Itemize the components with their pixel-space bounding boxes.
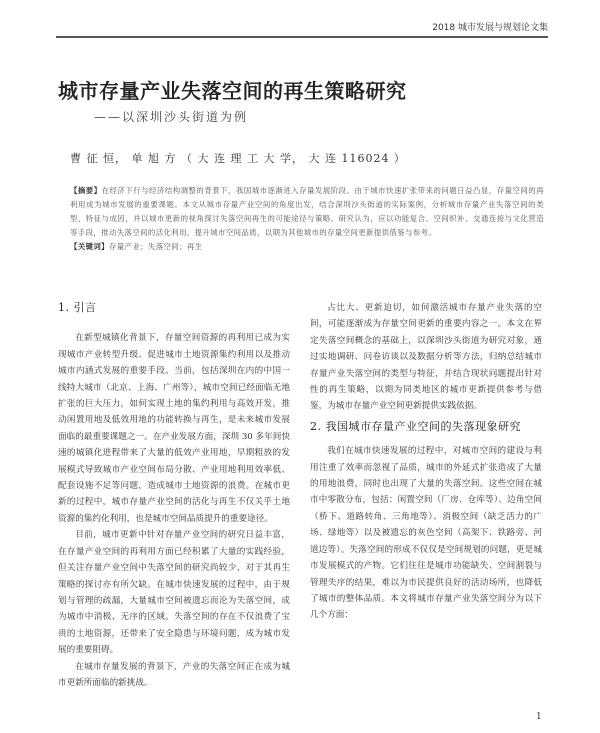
keywords-paragraph [70,240,544,254]
intro-continuation-paragraph: 占比大、更新迫切，如何激活城市存量产业失落的空间，可能逐渐成为存量空间更新的重要内容之一。本文在界定失落空间概念的基础上，以深圳沙头街道为研究对象，通过实地调研、问卷访谈以及数据分析等方法，归纳总结城市存量产业失落空间的类型与特征，并结合现状问题提出针对性的再生策略，以期为同类地区的城市更新提供参考与借鉴，为城市存量产业空间更新提供实践依据。 [310,303,542,412]
abstract-text: 在经济下行与经济结构调整的背景下，我国城市逐渐进入存量发展阶段。由于城市快速扩张带来的问题日益凸显，存量空间的再利用成为城市发展的重要课题。本文从城市存量产业空间的角度出发，结合深圳沙头街道的实际案例，分析城市存量产业失落空间的类型、特征与成因，并以城市更新的视角探讨失落空间再生的可能途径与策略。研究认为，应以功能复合、空间织补、交通连接与文化营造等手段，推动失落空间的活化利用，提升城市空间品质，以期为其他城市的存量空间更新提供借鉴与参考。 [70,186,544,237]
keywords-text: 存量产业；失落空间；再生 [108,242,203,251]
keywords-label: 【关键词】 [70,242,109,251]
section-2-heading: 2. 我国城市存量产业空间的失落现象研究 [310,419,521,433]
abstract-block [70,184,544,254]
page-number: 1 [536,712,542,722]
abstract-label: 【摘要】 [70,186,102,195]
section-2-paragraph: 我们在城市快速发展的过程中，对城市空间的建设与利用注重了效率而忽视了品质，城市的外延式扩张造成了大量的用地浪费，同时也出现了大量的失落空间。这些空间在城市中零散分布，包括：闲置空间（厂房、仓库等）、边角空间（桥下、道路转角、三角地等）、消极空间（缺乏活力的广场、绿地等）以及被遗忘的灰色空间（高架下、铁路旁、河道边等）。失落空间的形成不仅仅是空间规划的问题，更是城市发展模式的产物。它们往往是城市功能缺失、空间割裂与管理失序的结果，难以为市民提供良好的活动场所，也降低了城市的整体品质。本文将城市存量产业失落空间分为以下几个方面： [310,446,542,621]
running-title: 2018 城市发展与规划论文集 [432,22,548,33]
section-1-paragraph: 在城市存量发展的背景下，产业的失落空间正在成为城市更新所面临的新挑战。 [58,661,290,688]
section-1-paragraph: 在新型城镇化背景下，存量空间资源的再利用已成为实现城市产业转型升级、促进城市土地资源集约利用以及推动城市内涵式发展的重要手段。当前，包括深圳在内的中国一线特大城市（北京、上海、广州等），城市空间已经面临无地扩张的巨大压力，如何实现土地的集约利用与高效开发，推动闲置用地及低效用地的功能转换与再生，是未来城市发展面临的最重要课题之一。在产业发展方面，深圳 30 多年间快速的城镇化进程带来了大量的低效产业用地，早期粗放的发展模式导致城市产业空间布局分散、产业用地利用效率低、配套设施不足等问题，造成城市土地资源的浪费。在城市更新的过程中，城市存量产业空间的活化与再生不仅关乎土地资源的集约化利用，也是城市空间品质提升的重要途径。 [58,333,290,524]
left-column [58,295,290,725]
article-title: 城市存量产业失落空间的再生策略研究 [58,79,407,103]
article-subtitle: ——以深圳沙头街道为例 [94,110,249,124]
article-authors: 曹 征 恒， 单 旭 方 （ 大 连 理 工 大 学， 大 连 116024 ） [70,152,406,165]
running-header [56,16,548,38]
section-1-paragraph: 目前，城市更新中针对存量产业空间的研究日益丰富，在存量产业空间的再利用方面已经积累了大量的实践经验，但关注存量产业空间中失落空间的研究尚较少，对于其再生策略的探讨亦有所欠缺。在城市快速发展的过程中，由于规划与管理的疏漏，大量城市空间被遗忘而沦为失落空间，成为城市中消极、无序的区域。失落空间的存在不仅浪费了宝贵的土地资源，还带来了安全隐患与环境问题，成为城市发展的重要阻碍。 [58,530,290,656]
right-column [310,300,542,730]
abstract-paragraph [70,184,544,240]
section-1-heading: 1. 引言 [58,301,97,314]
